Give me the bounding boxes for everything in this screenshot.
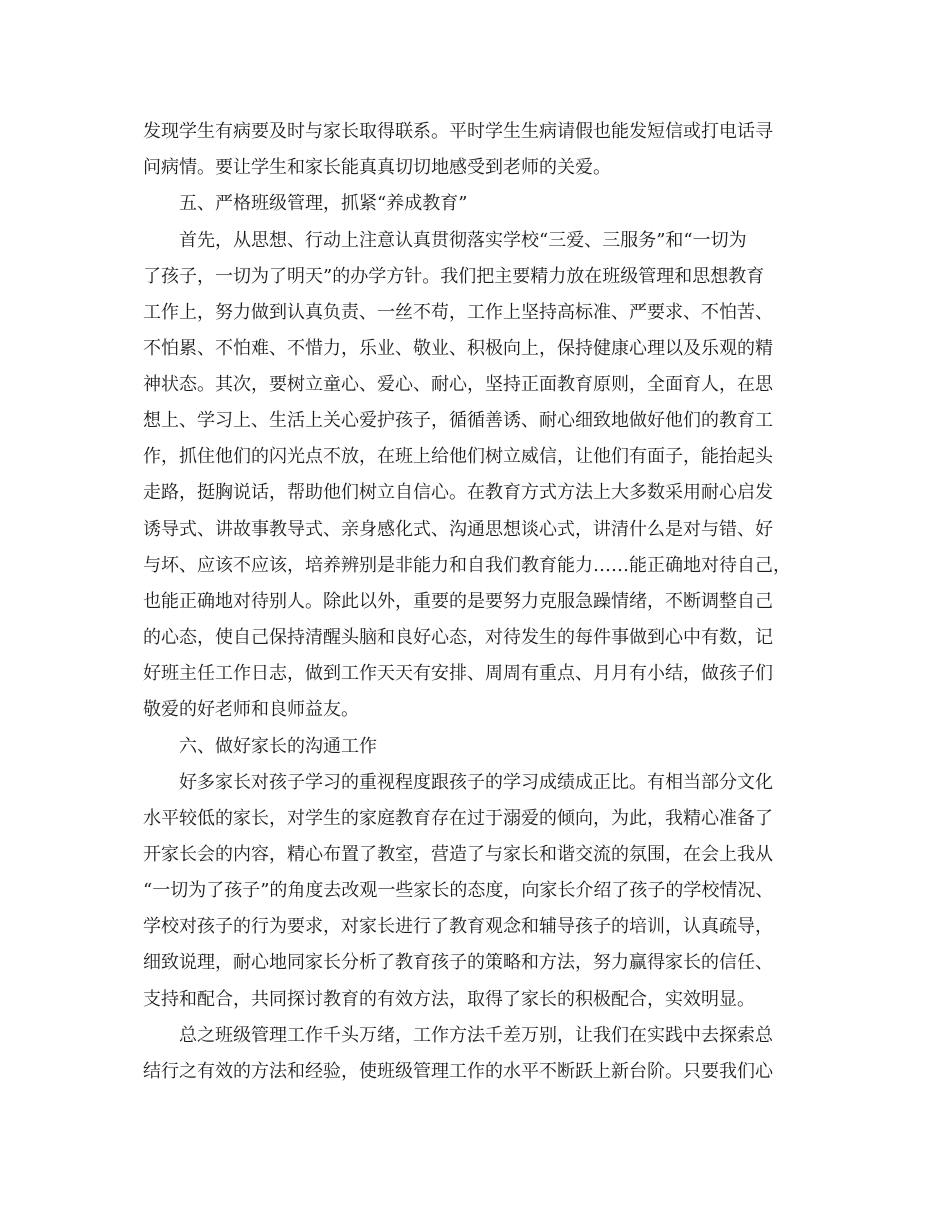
section-heading: 五、严格班级管理，抓紧“养成教育” <box>179 193 468 214</box>
text-line: 敬爱的好老师和良师益友。 <box>143 699 359 720</box>
text-line: 学校对孩子的行为要求，对家长进行了教育观念和辅导孩子的培训，认真疏导， <box>143 916 773 937</box>
text-line: 不怕累、不怕难、不惜力，乐业、敬业、积极向上，保持健康心理以及乐观的精 <box>143 338 773 359</box>
text-line: 与坏、应该不应该，培养辨别是非能力和自我们教育能力……能正确地对待自己， <box>143 555 791 576</box>
paragraph-start-line: 首先，从思想、行动上注意认真贯彻落实学校“三爱、三服务”和“一切为 <box>179 230 747 251</box>
text-line: 好班主任工作日志，做到工作天天有安排、周周有重点、月月有小结，做孩子们 <box>143 663 773 684</box>
text-line: 想上、学习上、生活上关心爱护孩子，循循善诱、耐心细致地做好他们的教育工 <box>143 410 773 431</box>
paragraph-start-line: 好多家长对孩子学习的重视程度跟孩子的学习成绩成正比。有相当部分文化 <box>179 772 773 793</box>
text-line: 水平较低的家长，对学生的家庭教育存在过于溺爱的倾向，为此，我精心准备了 <box>143 808 773 829</box>
text-line: 也能正确地对待别人。除此以外，重要的是要努力克服急躁情绪，不断调整自己 <box>143 591 773 612</box>
text-line: 作，抓住他们的闪光点不放，在班上给他们树立威信，让他们有面子，能抬起头 <box>143 446 773 467</box>
text-line: “一切为了孩子”的角度去改观一些家长的态度，向家长介绍了孩子的学校情况、 <box>143 880 774 901</box>
text-line: 细致说理，耐心地同家长分析了教育孩子的策略和方法，努力赢得家长的信任、 <box>143 952 773 973</box>
paragraph-start-line: 总之班级管理工作千头万绪，工作方法千差万别，让我们在实践中去探索总 <box>179 1025 773 1046</box>
text-line: 神状态。其次，要树立童心、爱心、耐心，坚持正面教育原则，全面育人，在思 <box>143 374 773 395</box>
text-line: 支持和配合，共同探讨教育的有效方法，取得了家长的积极配合，实效明显。 <box>143 989 755 1010</box>
section-heading: 六、做好家长的沟通工作 <box>179 736 377 757</box>
text-line: 结行之有效的方法和经验，使班级管理工作的水平不断跃上新台阶。只要我们心 <box>143 1061 773 1082</box>
text-line: 走路，挺胸说话，帮助他们树立自信心。在教育方式方法上大多数采用耐心启发 <box>143 482 773 503</box>
text-line: 问病情。要让学生和家长能真真切切地感受到老师的关爱。 <box>143 157 611 178</box>
text-line: 发现学生有病要及时与家长取得联系。平时学生生病请假也能发短信或打电话寻 <box>143 121 773 142</box>
text-line: 了孩子，一切为了明天”的办学方针。我们把主要精力放在班级管理和思想教育 <box>143 266 765 287</box>
text-line: 开家长会的内容，精心布置了教室，营造了与家长和谐交流的氛围，在会上我从 <box>143 844 773 865</box>
text-line: 诱导式、讲故事教导式、亲身感化式、沟通思想谈心式，讲清什么是对与错、好 <box>143 519 773 540</box>
text-line: 工作上，努力做到认真负责、一丝不苟，工作上坚持高标准、严要求、不怕苦、 <box>143 302 773 323</box>
text-line: 的心态，使自己保持清醒头脑和良好心态，对待发生的每件事做到心中有数，记 <box>143 627 773 648</box>
